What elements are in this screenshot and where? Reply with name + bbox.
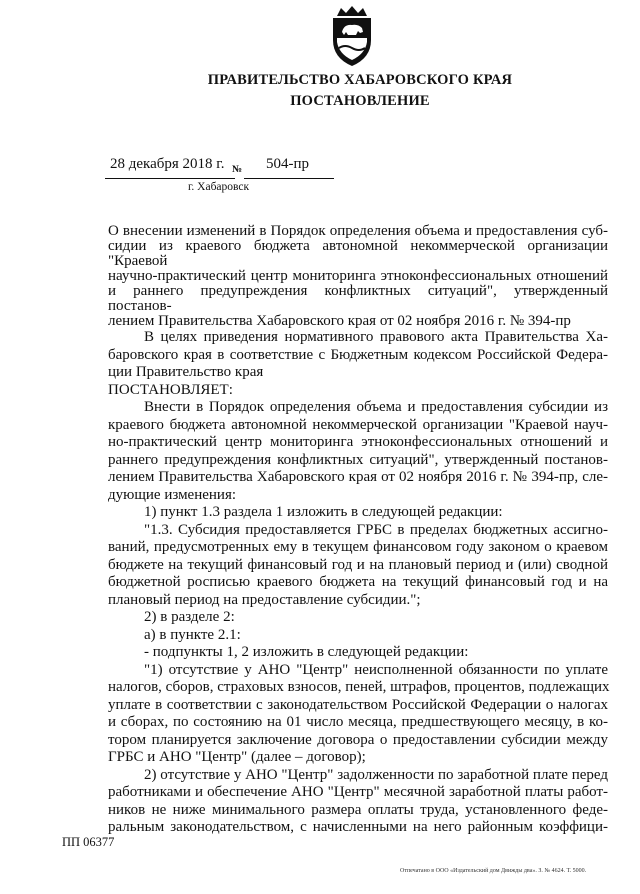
organization-title: ПРАВИТЕЛЬСТВО ХАБАРОВСКОГО КРАЯ — [207, 72, 513, 88]
body-line: и сборах, по состоянию на 01 число месяца, предшествующего месяцу, в ко- — [108, 714, 608, 730]
document-date: 28 декабря 2018 г. — [110, 156, 225, 172]
print-note: Отпечатано в ООО «Издательский дом Движды два». З. № 4624. Т. 5000. — [400, 868, 587, 874]
body-line: бюджетной росписью краевого бюджета на текущий финансовый год и на — [108, 574, 608, 590]
resolution-keyword: ПОСТАНОВЛЯЕТ: — [108, 381, 233, 398]
body-line: 1) пункт 1.3 раздела 1 изложить в следующей редакции: — [144, 504, 503, 520]
body-line: а) в пункте 2.1: — [144, 626, 241, 643]
body-line: ции Правительство края — [108, 364, 264, 380]
number-sign: № — [232, 164, 243, 175]
body-line: "1.3. Субсидия предоставляется ГРБС в пределах бюджетных ассигно- — [144, 521, 608, 538]
city-name: г. Хабаровск — [188, 181, 250, 193]
body-line: "1) отсутствие у АНО "Центр" неисполненной обязанности по уплате — [144, 661, 608, 678]
body-line: - подпункты 1, 2 изложить в следующей редакции: — [144, 644, 469, 660]
body-line: плановый период на предоставление субсидии."; — [108, 591, 421, 608]
body-line: дующие изменения: — [108, 486, 237, 503]
document-type: ПОСТАНОВЛЕНИЕ — [290, 93, 430, 109]
body-line: налогов, сборов, страховых взносов, пеней, штрафов, процентов, подлежащих — [108, 679, 610, 695]
body-line: 2) в разделе 2: — [144, 609, 235, 625]
body-line: ваний, предусмотренных ему в текущем финансовом году законом о краевом — [108, 539, 608, 555]
body-line: баровского края в соответствие с Бюджетным кодексом Российской Федера- — [108, 346, 608, 363]
body-line: ГРБС и АНО "Центр" (далее – договор); — [108, 749, 366, 765]
body-line: ральным законодательством, с начисленными на него районным коэффици- — [108, 819, 608, 835]
document-title — [108, 224, 608, 329]
body-line: раннего предупреждения конфликтных ситуаций", утвержденный постанов- — [108, 451, 608, 468]
title-line: О внесении изменений в Порядок определения объема и предоставления суб- — [108, 223, 608, 239]
body-line: работниками и обеспечение АНО "Центр" месячной заработной платы работ- — [108, 784, 608, 800]
title-line: научно-практический центр мониторинга этноконфессиональных отношений — [108, 268, 608, 284]
document-code: ПП 06377 — [62, 835, 115, 849]
title-line: лением Правительства Хабаровского края от 02 ноября 2016 г. № 394-пр — [108, 313, 571, 329]
body-line: тором планируется заключение договора о предоставлении субсидии между — [108, 731, 608, 748]
title-line: сидии из краевого бюджета автономной некоммерческой организации "Краевой — [108, 238, 608, 269]
body-line: лением Правительства Хабаровского края от 02 ноября 2016 г. № 394-пр, сле- — [108, 469, 608, 485]
body-line: 2) отсутствие у АНО "Центр" задолженности по заработной плате перед — [144, 766, 608, 783]
date-underline — [105, 178, 235, 179]
body-line: но-практический центр мониторинга этноконфессиональных отношений и — [108, 434, 608, 450]
body-line: уплате в соответствии с законодательством Российской Федерации о налогах — [108, 696, 608, 713]
document-number: 504-пр — [266, 156, 310, 172]
number-underline — [244, 178, 334, 179]
document-body — [108, 329, 608, 837]
coat-of-arms-icon — [325, 4, 379, 68]
body-line: Внести в Порядок определения объема и предоставления субсидии из — [144, 399, 608, 415]
body-line: бюджете на текущий финансовый год и на плановый период и (или) сводной — [108, 556, 608, 573]
body-line: краевого бюджета автономной некоммерческой организации "Краевой науч- — [108, 416, 608, 433]
body-line: ников не ниже минимального размера оплаты труда, установленного феде- — [108, 801, 608, 818]
title-line: и раннего предупреждения конфликтных ситуаций", утвержденный постанов- — [108, 283, 608, 314]
body-line: В целях приведения нормативного правового акта Правительства Ха- — [144, 329, 608, 345]
